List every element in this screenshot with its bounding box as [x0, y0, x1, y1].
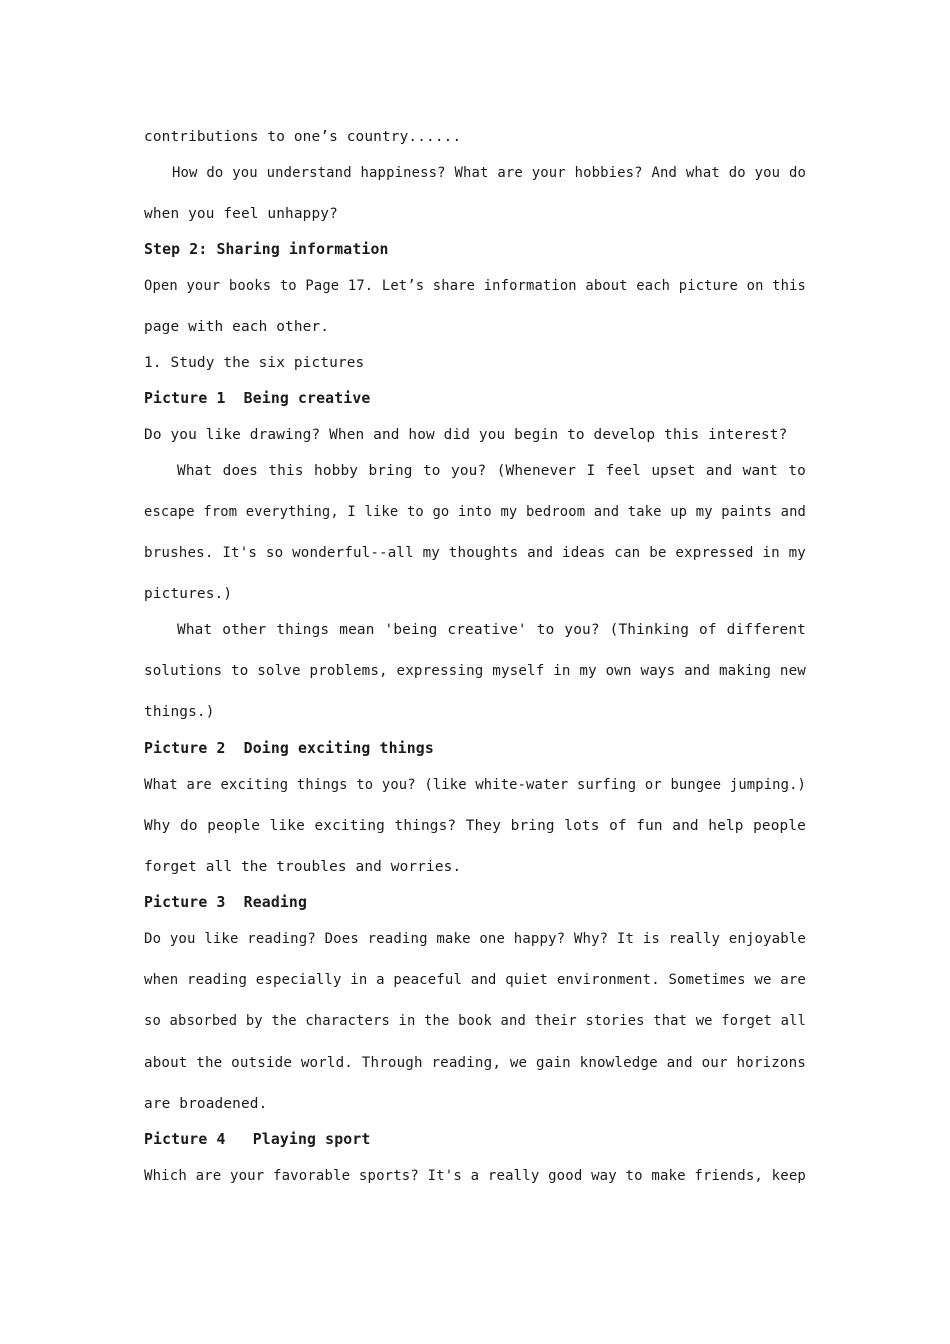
text-line: escape from everything, I like to go into my bedroom and take up my paints and — [144, 504, 806, 520]
text-line: What are exciting things to you? (like white-water surfing or bungee jumping.) — [144, 777, 806, 793]
text-line: forget all the troubles and worries. — [144, 859, 462, 875]
text-line: things.) — [144, 704, 215, 720]
text-line: so absorbed by the characters in the book and their stories that we forget all — [144, 1013, 806, 1029]
text-line: Do you like reading? Does reading make one happy? Why? It is really enjoyable — [144, 931, 806, 947]
text-line: brushes. It's so wonderful--all my thoughts and ideas can be expressed in my — [144, 545, 806, 561]
text-line: solutions to solve problems, expressing myself in my own ways and making new — [144, 663, 806, 679]
text-line: contributions to one’s country...... — [144, 129, 462, 145]
picture-heading: Picture 1 Being creative — [144, 390, 371, 407]
text-line: when reading especially in a peaceful and quiet environment. Sometimes we are — [144, 972, 806, 988]
text-line: 1. Study the six pictures — [144, 355, 365, 371]
text-line: How do you understand happiness? What are your hobbies? And what do you do — [172, 165, 806, 181]
text-line: pictures.) — [144, 586, 233, 602]
text-line: Open your books to Page 17. Let’s share information about each picture on this — [144, 278, 806, 294]
text-line: Which are your favorable sports? It's a really good way to make friends, keep — [144, 1168, 806, 1184]
picture-heading: Picture 2 Doing exciting things — [144, 740, 434, 757]
picture-heading: Picture 4 Playing sport — [144, 1131, 371, 1148]
text-line: when you feel unhappy? — [144, 206, 338, 222]
text-line: page with each other. — [144, 319, 330, 335]
text-line: What does this hobby bring to you? (Whenever I feel upset and want to — [177, 463, 806, 479]
section-heading: Step 2: Sharing information — [144, 241, 389, 258]
text-line: What other things mean 'being creative' to you? (Thinking of different — [177, 622, 806, 638]
text-line: are broadened. — [144, 1096, 268, 1112]
text-line: Do you like drawing? When and how did you begin to develop this interest? — [144, 427, 788, 443]
picture-heading: Picture 3 Reading — [144, 894, 308, 911]
text-line: about the outside world. Through reading, we gain knowledge and our horizons — [144, 1055, 806, 1071]
text-line: Why do people like exciting things? They bring lots of fun and help people — [144, 818, 806, 834]
